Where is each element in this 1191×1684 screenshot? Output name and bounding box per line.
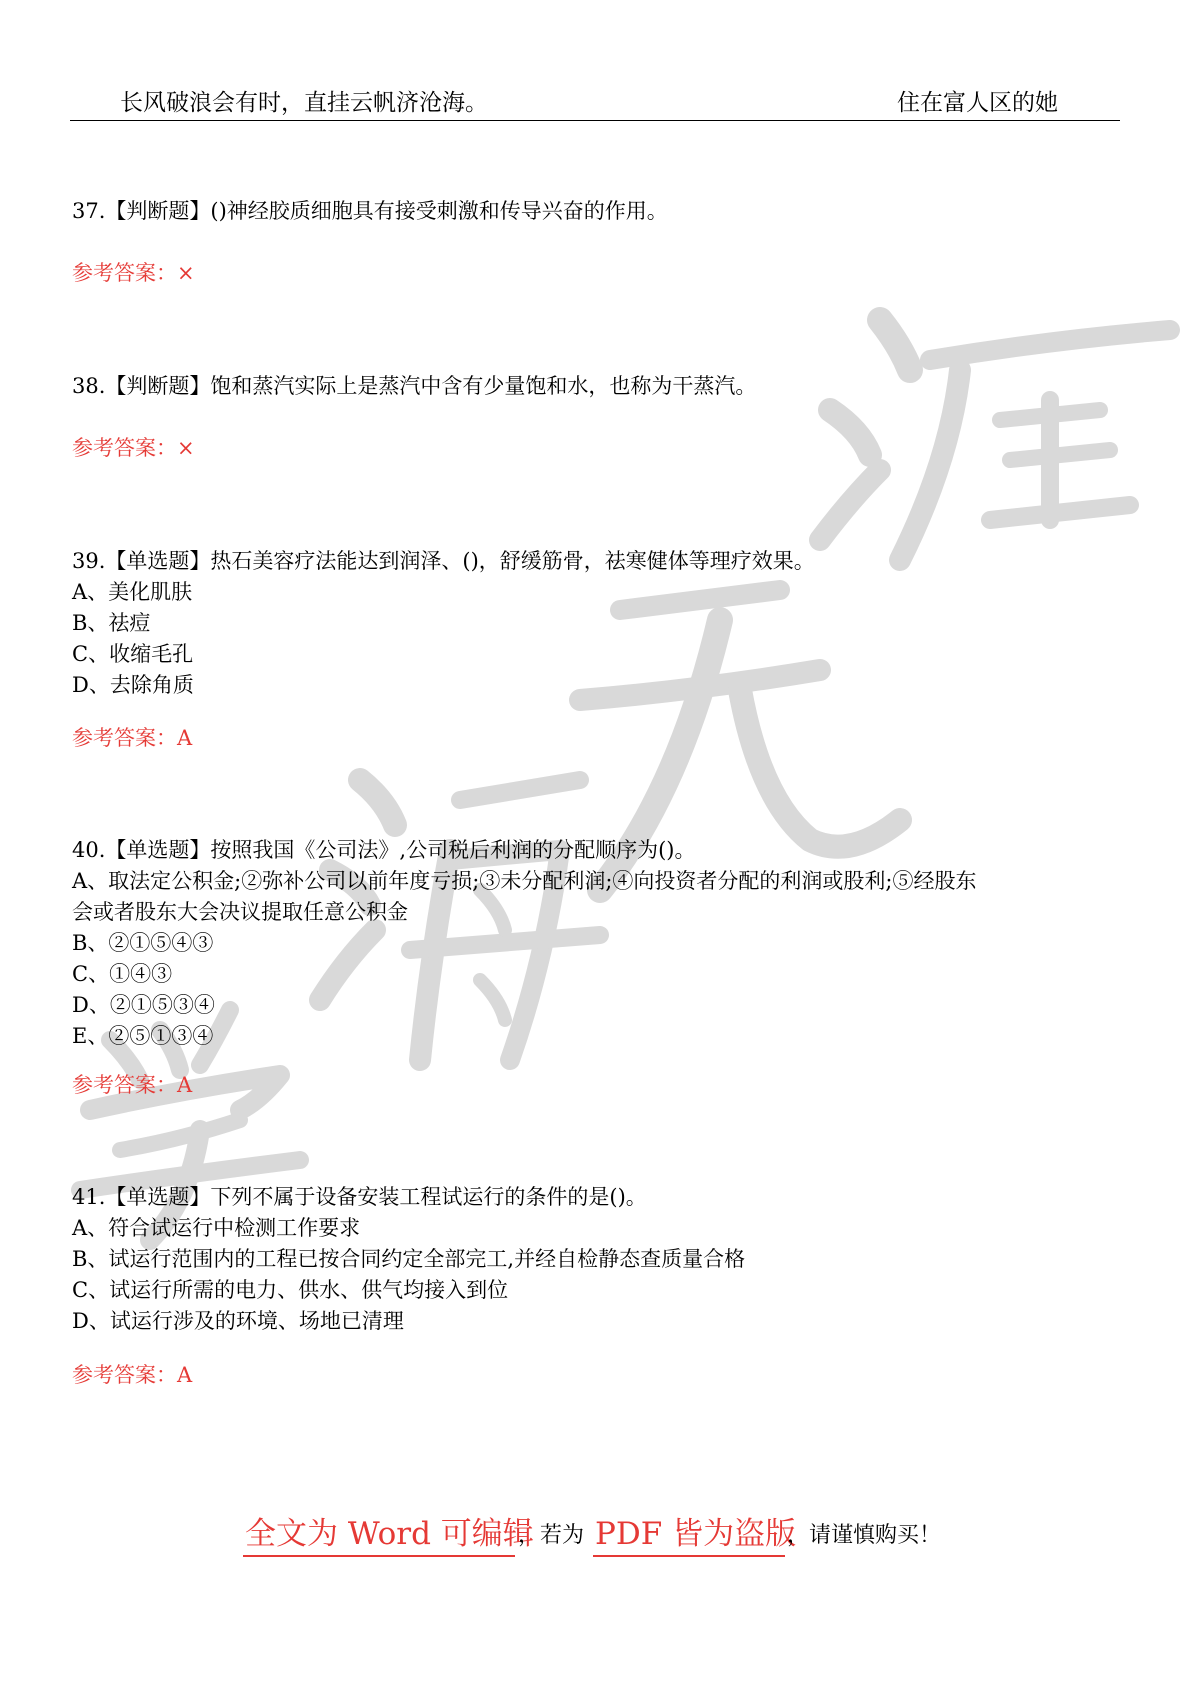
page-header [70,80,1120,121]
footer-underline-1 [243,1555,515,1557]
footer-underline-2 [593,1555,785,1557]
option-d: D、试运行涉及的环境、场地已清理 [72,1309,404,1333]
option-c: C、收缩毛孔 [72,642,194,666]
footer-notice [0,1508,1191,1568]
option-a-continued: 会或者股东大会决议提取任意公积金 [72,900,408,924]
footer-separator-2: ，请谨慎购买！ [787,1523,942,1548]
answer-39: 参考答案：A [72,726,193,750]
option-a: A、符合试运行中检测工作要求 [72,1216,361,1240]
option-a: A、取法定公积金;②弥补公司以前年度亏损;③未分配利润;④向投资者分配的利润或股利;⑤经股东 [72,869,977,893]
option-d: D、②①⑤③④ [72,993,215,1017]
question-40 [72,835,1132,1052]
option-b: B、祛痘 [72,611,151,635]
option-b: B、试运行范围内的工程已按合同约定全部完工,并经自检静态查质量合格 [72,1247,746,1271]
option-a: A、美化肌肤 [72,580,193,604]
question-41 [72,1182,1132,1337]
answer-38: 参考答案：× [72,436,195,460]
header-author: 住在富人区的她 [897,90,1058,116]
option-c: C、①④③ [72,962,173,986]
option-d: D、去除角质 [72,673,194,697]
option-b: B、②①⑤④③ [72,931,214,955]
footer-separator-1: ，若为 [518,1523,585,1548]
question-text: 39.【单选题】热石美容疗法能达到润泽、()，舒缓筋骨，祛寒健体等理疗效果。 [72,549,815,573]
question-text: 41.【单选题】下列不属于设备安装工程试运行的条件的是()。 [72,1185,647,1209]
footer-pdf-pirated: PDF 皆为盗版 [595,1516,797,1552]
question-39 [72,546,1132,701]
question-text: 40.【单选题】按照我国《公司法》,公司税后利润的分配顺序为()。 [72,838,696,862]
option-c: C、试运行所需的电力、供水、供气均接入到位 [72,1278,509,1302]
question-text: 37.【判断题】()神经胶质细胞具有接受刺激和传导兴奋的作用。 [72,199,668,223]
header-motto: 长风破浪会有时，直挂云帆济沧海。 [120,90,488,116]
answer-41: 参考答案：A [72,1363,193,1387]
answer-37: 参考答案：× [72,261,195,285]
option-e: E、②⑤①③④ [72,1024,214,1048]
question-38 [72,371,1132,402]
answer-40: 参考答案：A [72,1073,193,1097]
footer-word-editable: 全文为 Word 可编辑 [245,1516,534,1552]
question-37 [72,196,1132,227]
question-text: 38.【判断题】饱和蒸汽实际上是蒸汽中含有少量饱和水，也称为干蒸汽。 [72,374,757,398]
